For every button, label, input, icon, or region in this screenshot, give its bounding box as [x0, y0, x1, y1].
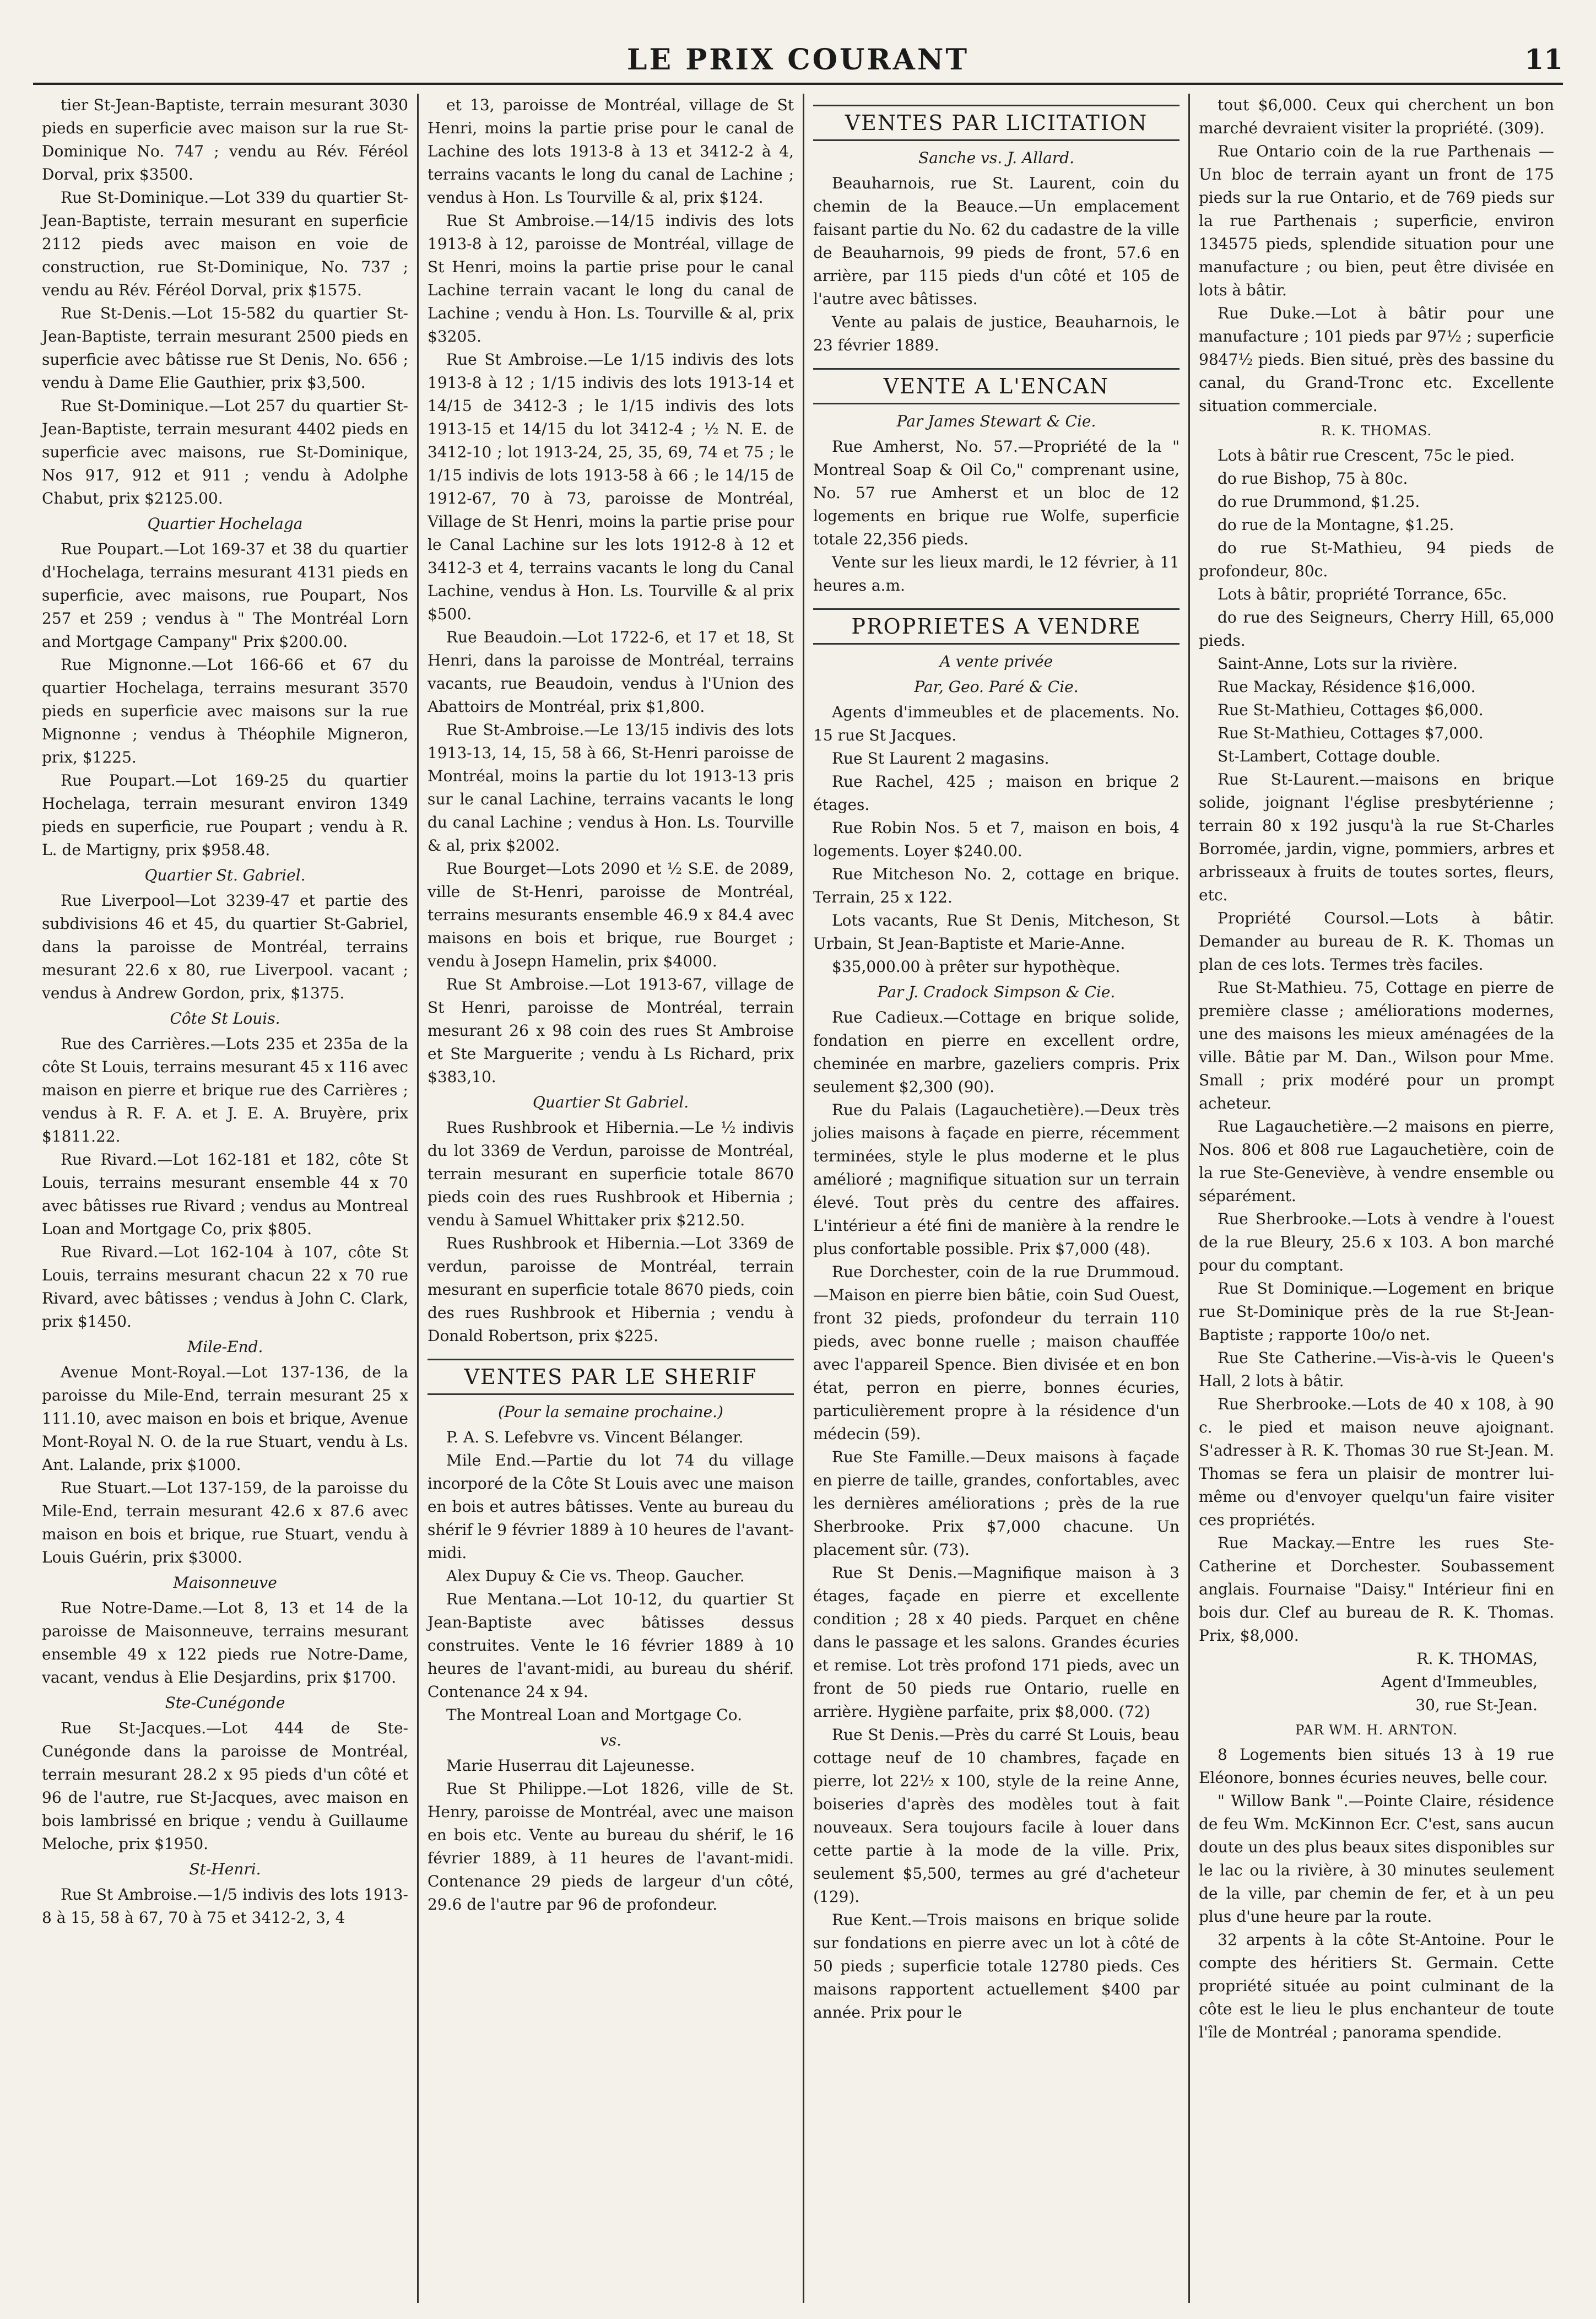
listing-paragraph: Rues Rushbrook et Hibernia.—Le ½ indivis du lot 3369 de Verdun, paroisse de Montréal, terrain mesurant en superficie totale 8670 pieds coin des rues Rushbrook et Hibernia ; vendu à Samuel Whittaker prix $212.50.: [428, 1118, 794, 1229]
subheading: St-Henri.: [189, 1860, 261, 1878]
listing-paragraph: P. A. S. Lefebvre vs. Vincent Bélanger.: [446, 1428, 744, 1446]
listing-paragraph: Rues Rushbrook et Hibernia.—Lot 3369 de verdun, paroisse de Montréal, terrain mesurant en superficie totale 8670 pieds, coin des rues Rushbrook et Hibernia ; vendu à Donald Robertson, prix $225.: [428, 1234, 794, 1345]
section-heading: VENTES PAR LICITATION: [813, 105, 1180, 141]
listing-paragraph: Rue St-Denis.—Lot 15-582 du quartier St-Jean-Baptiste, terrain mesurant 2500 pieds en superficie avec bâtisse rue St Denis, No. 656 ; vendu à Dame Elie Gauthier, prix $3,500.: [42, 304, 408, 392]
listing-paragraph: The Montreal Loan and Mortgage Co.: [446, 1706, 742, 1724]
column-4: [1190, 94, 1563, 2303]
listing-paragraph: Rue Ste Famille.—Deux maisons à façade en pierre de taille, grandes, confortables, avec les dernières améliorations ; près de la rue Sherbrooke. Prix $7,000 chacune. Un placement sûr. (73).: [813, 1448, 1180, 1559]
listing-paragraph: Rue St-Mathieu, Cottages $7,000.: [1218, 724, 1484, 742]
listing-paragraph: tier St-Jean-Baptiste, terrain mesurant 3030 pieds en superficie avec maison sur la rue St-Dominique No. 747 ; vendu au Rév. Féréol Dorval, prix $3500.: [42, 96, 408, 183]
listing-paragraph: 8 Logements bien situés 13 à 19 rue Eléonore, bonnes écuries neuves, belle cour.: [1199, 1745, 1554, 1787]
column-1: [33, 94, 419, 2303]
subheading: Ste-Cunégonde: [165, 1694, 285, 1712]
listing-paragraph: 32 arpents à la côte St-Antoine. Pour le compte des héritiers St. Germain. Cette propriété située au point culminant de la côte est le lieu le plus enchanteur de toute l'île de Montréal ; panorama spendide.: [1199, 1931, 1554, 2041]
listing-paragraph: Rue St-Dominique.—Lot 257 du quartier St-Jean-Baptiste, terrain mesurant 4402 pieds en superficie avec maisons, rue St-Dominique, Nos 917, 912 et 911 ; vendu à Adolphe Chabut, prix $2125.00.: [42, 397, 408, 507]
listing-paragraph: Lots à bâtir rue Crescent, 75c le pied.: [1218, 446, 1515, 464]
subheading: Mile-End.: [187, 1338, 263, 1356]
listing-paragraph: Agents d'immeubles et de placements. No. 15 rue St Jacques.: [813, 703, 1180, 744]
agent-heading: R. K. THOMAS.: [1321, 423, 1432, 439]
listing-paragraph: Rue Sherbrooke.—Lots à vendre à l'ouest de la rue Bleury, 25.6 x 103. A bon marché pour du comptant.: [1199, 1210, 1554, 1274]
listing-paragraph: Mile End.—Partie du lot 74 du village incorporé de la Côte St Louis avec une maison en bois et autres bâtisses. Vente au bureau du shérif le 9 février 1889 à 10 heures de l'avant-midi.: [428, 1451, 794, 1562]
listing-paragraph: tout $6,000. Ceux qui cherchent un bon marché devraient visiter la propriété. (309).: [1199, 96, 1554, 137]
listing-paragraph: Rue St Dominique.—Logement en brique rue St-Dominique près de la rue St-Jean-Baptiste ; rapporte 10o/o net.: [1199, 1279, 1554, 1344]
column-2: [419, 94, 804, 2303]
listing-paragraph: Rue Mackay, Résidence $16,000.: [1218, 678, 1476, 696]
listing-paragraph: Rue St-Dominique.—Lot 339 du quartier St-Jean-Baptiste, terrain mesurant en superficie 2112 pieds avec maison en voie de construction, rue St-Dominique, No. 737 ; vendu au Rév. Féréol Dorval, prix $1575.: [42, 188, 408, 299]
listing-paragraph: Rue Lagauchetière.—2 maisons en pierre, Nos. 806 et 808 rue Lagauchetière, coin de la rue Ste-Geneviève, à vendre ensemble ou séparément.: [1199, 1117, 1554, 1205]
signature-line: Agent d'Immeubles,: [1381, 1673, 1538, 1691]
column-3: [804, 94, 1190, 2303]
listing-paragraph: Rue St-Mathieu. 75, Cottage en pierre de première classe ; améliorations modernes, une des maisons les mieux aménagées de la ville. Bâtie par M. Dan., Wilson pour Mme. Small ; prix modéré pour un prompt acheteur.: [1199, 979, 1554, 1112]
listing-paragraph: Rue St Philippe.—Lot 1826, ville de St. Henry, paroisse de Montréal, avec une maison en bois etc. Vente au bureau du shérif, le 16 février 1889, à 11 heures de l'avant-midi. Contenance 29 pieds de largeur d'un côté, 29.6 de l'autre par 96 de profondeur.: [428, 1780, 794, 1913]
listing-paragraph: Rue Poupart.—Lot 169-37 et 38 du quartier d'Hochelaga, terrains mesurant 4131 pieds en superficie, avec maisons, rue Poupart, Nos 257 et 259 ; vendus à " The Montréal Lorn and Mortgage Campany" Prix $200.00.: [42, 540, 408, 651]
listing-paragraph: Vente sur les lieux mardi, le 12 février, à 11 heures a.m.: [813, 553, 1180, 594]
page-title: LE PRIX COURANT: [626, 43, 970, 77]
agent-heading: PAR WM. H. ARNTON.: [1295, 1722, 1458, 1738]
listing-paragraph: Propriété Coursol.—Lots à bâtir. Demander au bureau de R. K. Thomas un plan de ces lots. Termes très faciles.: [1199, 909, 1554, 974]
listing-paragraph: do rue St-Mathieu, 94 pieds de profondeur, 80c.: [1199, 539, 1554, 580]
signature-line: R. K. THOMAS,: [1416, 1650, 1538, 1668]
section-heading: VENTES PAR LE SHERIF: [428, 1359, 794, 1395]
subheading: Quartier St Gabriel.: [532, 1093, 689, 1111]
subheading: Par, Geo. Paré & Cie.: [914, 678, 1079, 696]
listing-paragraph: Lots à bâtir, propriété Torrance, 65c.: [1218, 585, 1507, 603]
listing-paragraph: Avenue Mont-Royal.—Lot 137-136, de la paroisse du Mile-End, terrain mesurant 25 x 111.10, avec maison en bois et brique, Avenue Mont-Royal N. O. de la rue Stuart, vendu à Ls. Ant. Lalande, prix $1000.: [42, 1363, 408, 1474]
listing-paragraph: Lots vacants, Rue St Denis, Mitcheson, St Urbain, St Jean-Baptiste et Marie-Anne.: [813, 911, 1180, 953]
listing-paragraph: Rue Dorchester, coin de la rue Drummoud.—Maison en pierre bien bâtie, coin Sud Ouest, front 32 pieds, profondeur du terrain 110 pieds, avec bonne ruelle ; maison chauffée avec l'appareil Spence. Bien divisée et en bon état, perron en pierre, bonnes écuries, particulièrement propre à la résidence d'un médecin (59).: [813, 1263, 1180, 1443]
subheading: Sanche vs. J. Allard.: [918, 149, 1074, 167]
listing-paragraph: do rue Bishop, 75 à 80c.: [1218, 469, 1408, 488]
listing-paragraph: Rue St Ambroise.—Le 1/15 indivis des lots 1913-8 à 12 ; 1/15 indivis des lots 1913-14 et 14/15 de 3412-3 ; le 1/15 indivis des lots 1913-15 et 14/15 du lot 3412-4 ; ½ N. E. de 3412-10 ; lot 1913-24, 25, 35, 69, 74 et 75 ; le 1/15 indivis de lots 1913-58 à 66 ; le 14/15 de 1912-67, 70 à 73, paroisse de Montréal, Village de St Henri, moins la partie prise pour le Canal Lachine sur les lots 1912-8 à 12 et 3412-3 et 4, terrains vacants le long du Canal Lachine, vendus à Hon. Ls. Tourville & al prix $500.: [428, 350, 794, 623]
listing-paragraph: Rue St Ambroise.—14/15 indivis des lots 1913-8 à 12, paroisse de Montréal, village de St Henri, moins la partie prise pour le canal Lachine terrain vacant le long du canal de Lachine ; vendu à Hon. Ls. Tourville & al, prix $3205.: [428, 212, 794, 345]
listing-paragraph: do rue de la Montagne, $1.25.: [1218, 516, 1454, 534]
listing-paragraph: Rue Mentana.—Lot 10-12, du quartier St Jean-Baptiste avec bâtisses dessus construites. Vente le 16 février 1889 à 10 heures de l'avant-midi, au bureau du shérif. Contenance 24 x 94.: [428, 1590, 794, 1701]
listing-paragraph: Alex Dupuy & Cie vs. Theop. Gaucher.: [446, 1567, 745, 1585]
listing-paragraph: Rue St-Laurent.—maisons en brique solide, joignant l'église presbytérienne ; terrain 80 x 192 jusqu'à la rue St-Charles Borromée, jardin, vigne, pommiers, arbres et arbrisseaux à fruits de toutes sortes, fleurs, etc.: [1199, 770, 1554, 904]
listing-paragraph: Rue Robin Nos. 5 et 7, maison en bois, 4 logements. Loyer $240.00.: [813, 819, 1180, 860]
listing-paragraph: Rue St Laurent 2 magasins.: [832, 749, 1049, 767]
listing-paragraph: Rue Amherst, No. 57.—Propriété de la " Montreal Soap & Oil Co," comprenant usine, No. 57 rue Amherst et un bloc de 12 logements en brique rue Wolfe, superficie totale 22,356 pieds.: [813, 437, 1180, 548]
subheading: Par James Stewart & Cie.: [896, 412, 1096, 430]
page-header: [33, 39, 1563, 85]
listing-paragraph: Rue St Denis.—Magnifique maison à 3 étages, façade en pierre et excellente condition ; 28 x 40 pieds. Parquet en chêne dans le passage et les salons. Grandes écuries et remise. Lot très profond 171 pieds, avec un front de 50 pieds rue Ontario, ruelle en arrière. Hygiène parfaite, prix $8,000. (72): [813, 1564, 1180, 1721]
listing-paragraph: " Willow Bank ".—Pointe Claire, résidence de feu Wm. McKinnon Ecr. C'est, sans aucun doute un des plus beaux sites disponibles sur le lac ou la rivière, à 30 minutes seulement de la ville, par chemin de fer, et à un peu plus d'une heure par la route.: [1199, 1792, 1554, 1926]
subheading: A vente privée: [939, 652, 1053, 671]
listing-paragraph: Rue Kent.—Trois maisons en brique solide sur fondations en pierre avec un lot à côté de 50 pieds ; superficie totale 12780 pieds. Ces maisons rapportent actuellement $400 par année. Prix pour le: [813, 1911, 1180, 2021]
listing-paragraph: Rue St Denis.—Près du carré St Louis, beau cottage neuf de 10 chambres, façade en pierre, lot 22½ x 100, style de la reine Anne, boiseries d'après des modèles tout à fait nouveaux. Sera toujours facile à louer dans cette partie à la mode de la ville. Prix, seulement $5,500, termes au gré d'acheteur (129).: [813, 1726, 1180, 1906]
subheading: vs.: [599, 1731, 622, 1749]
subheading: Par J. Cradock Simpson & Cie.: [877, 983, 1116, 1001]
columns: [33, 94, 1563, 2303]
listing-paragraph: Rue Liverpool—Lot 3239-47 et partie des subdivisions 46 et 45, du quartier St-Gabriel, dans la paroisse de Montréal, terrains mesurant 22.6 x 80, rue Liverpool. vacant ; vendus à Andrew Gordon, prix, $1375.: [42, 891, 408, 1002]
listing-paragraph: Rue Sherbrooke.—Lots de 40 x 108, à 90 c. le pied et maison neuve ajoignant. S'adresser à R. K. Thomas 30 rue St-Jean. M. Thomas se fera un plaisir de montrer lui-même ou d'envoyer quelqu'un faire visiter ces propriétés.: [1199, 1395, 1554, 1529]
section-heading: PROPRIETES A VENDRE: [813, 608, 1180, 645]
listing-paragraph: Rue Ste Catherine.—Vis-à-vis le Queen's Hall, 2 lots à bâtir.: [1199, 1349, 1554, 1390]
signature-line: 30, rue St-Jean.: [1415, 1696, 1538, 1714]
listing-paragraph: Rue Mackay.—Entre les rues Ste-Catherine et Dorchester. Soubassement anglais. Fournaise "Daisy." Intérieur fini en bois dur. Clef au bureau de R. K. Thomas. Prix, $8,000.: [1199, 1534, 1554, 1645]
listing-paragraph: Marie Huserrau dit Lajeunesse.: [446, 1756, 695, 1775]
listing-paragraph: Rue Beaudoin.—Lot 1722-6, et 17 et 18, St Henri, dans la paroisse de Montréal, terrains vacants, rue Beaudoin, vendus à l'Union des Abattoirs de Montréal, prix $1,800.: [428, 628, 794, 716]
listing-paragraph: do rue Drummond, $1.25.: [1218, 493, 1420, 511]
subheading: Maisonneuve: [173, 1574, 277, 1592]
listing-paragraph: Rue Duke.—Lot à bâtir pour une manufacture ; 101 pieds par 97½ ; superficie 9847½ pieds. Bien situé, près des bassine du canal, du Grand-Tronc etc. Excellente situation commerciale.: [1199, 304, 1554, 415]
subheading: Quartier Hochelaga: [147, 515, 303, 533]
listing-paragraph: Rue Notre-Dame.—Lot 8, 13 et 14 de la paroisse de Maisonneuve, terrains mesurant ensemble 49 x 122 pieds rue Notre-Dame, vacant, vendus à Elie Desjardins, prix $1700.: [42, 1599, 408, 1686]
section-heading: VENTE A L'ENCAN: [813, 368, 1180, 404]
listing-paragraph: Rue des Carrières.—Lots 235 et 235a de la côte St Louis, terrains mesurant 45 x 116 avec maison en pierre et brique rue des Carrières ; vendus à R. F. A. et J. E. A. Bruyère, prix $1811.22.: [42, 1035, 408, 1145]
listing-paragraph: et 13, paroisse de Montréal, village de St Henri, moins la partie prise pour le canal de Lachine des lots 1913-8 à 13 et 3412-2 à 4, terrains vacants le long du canal de Lachine ; vendus à Hon. Ls Tourville & al, prix $124.: [428, 96, 794, 207]
listing-paragraph: do rue des Seigneurs, Cherry Hill, 65,000 pieds.: [1199, 608, 1554, 650]
listing-paragraph: Rue Mitcheson No. 2, cottage en brique. Terrain, 25 x 122.: [813, 865, 1180, 906]
subheading: Quartier St. Gabriel.: [144, 866, 306, 884]
listing-paragraph: Saint-Anne, Lots sur la rivière.: [1218, 655, 1458, 673]
listing-paragraph: Rue Mignonne.—Lot 166-66 et 67 du quartier Hochelaga, terrains mesurant 3570 pieds en superficie avec maisons sur la rue Mignonne ; vendus à Théophile Migneron, prix, $1225.: [42, 656, 408, 766]
listing-paragraph: Rue Ontario coin de la rue Parthenais —Un bloc de terrain ayant un front de 175 pieds sur la rue Ontario, et de 769 pieds sur la rue Parthenais ; superficie, environ 134575 pieds, splendide situation pour une manufacture ; ou bien, peut être divisée en lots à bâtir.: [1199, 142, 1554, 299]
listing-paragraph: Rue Cadieux.—Cottage en brique solide, fondation en pierre en excellent ordre, cheminée en marbre, gazeliers compris. Prix seulement $2,300 (90).: [813, 1008, 1180, 1096]
listing-paragraph: Rue St-Jacques.—Lot 444 de Ste-Cunégonde dans la paroisse de Montréal, terrain mesurant 28.2 x 95 pieds d'un côté et 96 de l'autre, rue St-Jacques, avec maison en bois lambrissé en brique ; vendu à Guillaume Meloche, prix $1950.: [42, 1719, 408, 1853]
listing-paragraph: Rue St Ambroise.—Lot 1913-67, village de St Henri, paroisse de Montréal, terrain mesurant 26 x 98 coin des rues St Ambroise et Ste Marguerite ; vendu à Ls Richard, prix $383,10.: [428, 975, 794, 1086]
listing-paragraph: Rue Poupart.—Lot 169-25 du quartier Hochelaga, terrain mesurant environ 1349 pieds en superficie, rue Poupart ; vendu à R. L. de Martigny, prix $958.48.: [42, 771, 408, 859]
listing-paragraph: Rue St-Mathieu, Cottages $6,000.: [1218, 701, 1484, 719]
listing-paragraph: Rue St-Ambroise.—Le 13/15 indivis des lots 1913-13, 14, 15, 58 à 66, St-Henri paroisse de Montréal, moins la partie du lot 1913-13 pris sur le canal Lachine, terrains vacants le long du canal Lachine ; vendus à Hon. Ls. Tourville & al, prix $2002.: [428, 721, 794, 855]
subheading: Côte St Louis.: [170, 1009, 280, 1028]
listing-paragraph: $35,000.00 à prêter sur hypothèque.: [832, 958, 1121, 976]
listing-paragraph: Rue du Palais (Lagauchetière).—Deux très jolies maisons à façade en pierre, récemment terminées, style le plus moderne et le plus amélioré ; magnifique situation sur un terrain élevé. Tout près du centre des affaires. L'intérieur a été fini de manière à la rendre le plus confortable possible. Prix $7,000 (48).: [813, 1101, 1180, 1258]
listing-paragraph: Rue St Ambroise.—1/5 indivis des lots 1913-8 à 15, 58 à 67, 70 à 75 et 3412-2, 3, 4: [42, 1885, 408, 1927]
listing-paragraph: Rue Stuart.—Lot 137-159, de la paroisse du Mile-End, terrain mesurant 42.6 x 87.6 avec maison en bois et brique, rue Stuart, vendu à Louis Guérin, prix $3000.: [42, 1479, 408, 1566]
listing-paragraph: St-Lambert, Cottage double.: [1218, 747, 1441, 765]
page-number: 11: [1524, 43, 1563, 75]
listing-paragraph: Rue Rivard.—Lot 162-181 et 182, côte St Louis, terrains mesurant ensemble 44 x 70 avec bâtisses rue Rivard ; vendus au Montreal Loan and Mortgage Co, prix $805.: [42, 1150, 408, 1238]
listing-paragraph: Rue Rachel, 425 ; maison en brique 2 étages.: [813, 772, 1180, 814]
listing-paragraph: Beauharnois, rue St. Laurent, coin du chemin de la Beauce.—Un emplacement faisant partie du No. 62 du cadastre de la ville de Beauharnois, 99 pieds de front, 57.6 en arrière, par 115 pieds d'un côté et 105 de l'autre avec bâtisses.: [813, 174, 1180, 308]
subheading: (Pour la semaine prochaine.): [498, 1403, 723, 1421]
listing-paragraph: Rue Rivard.—Lot 162-104 à 107, côte St Louis, terrains mesurant chacun 22 x 70 rue Rivard, avec bâtisses ; vendus à John C. Clark, prix $1450.: [42, 1243, 408, 1331]
listing-paragraph: Rue Bourget—Lots 2090 et ½ S.E. de 2089, ville de St-Henri, paroisse de Montréal, terrains mesurants ensemble 46.9 x 84.4 avec maisons en bois et brique, rue Bourget ; vendu à Josepn Hamelin, prix $4000.: [428, 860, 794, 970]
listing-paragraph: Vente au palais de justice, Beauharnois, le 23 février 1889.: [813, 313, 1180, 354]
